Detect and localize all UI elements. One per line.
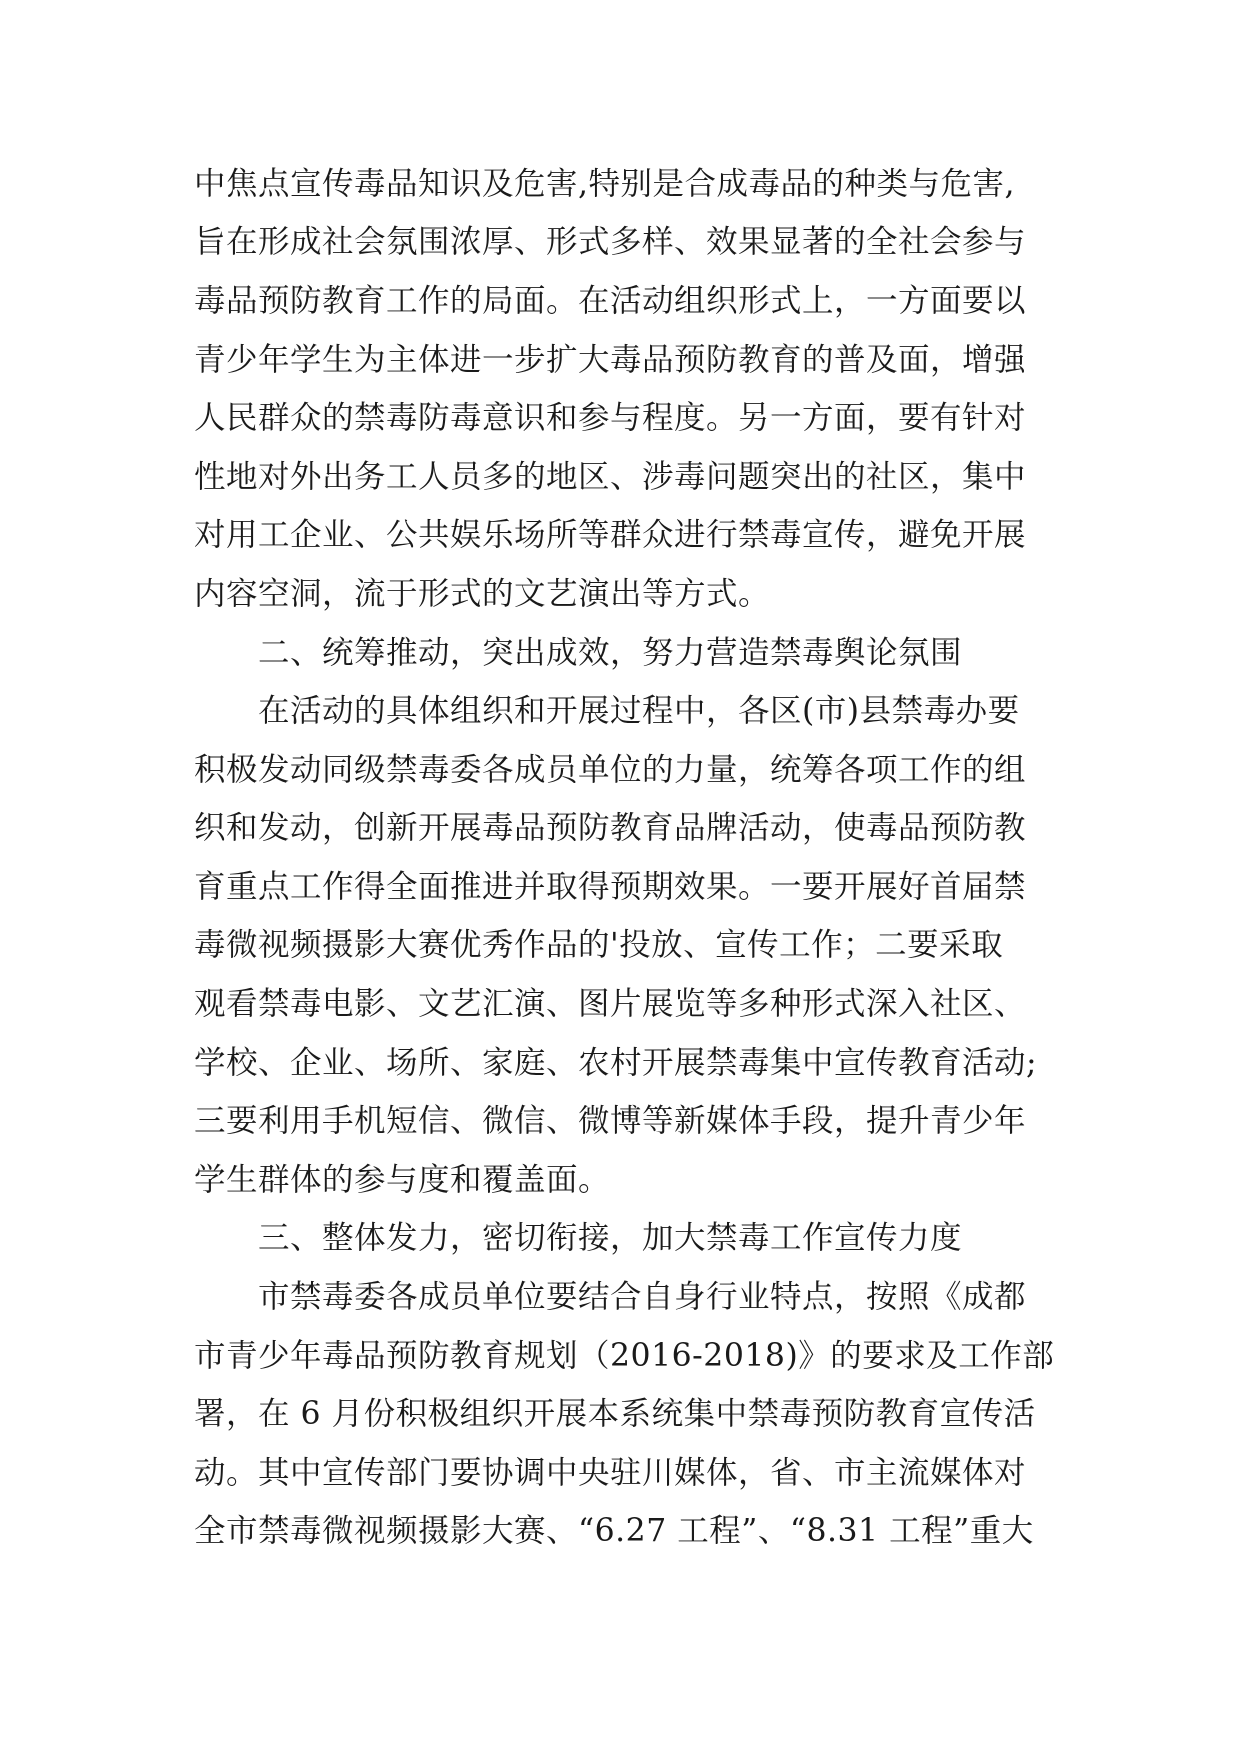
paragraph-line: 市青少年毒品预防教育规划（2016-2018)》的要求及工作部 xyxy=(194,1338,1055,1374)
paragraph-line: 育重点工作得全面推进并取得预期效果。一要开展好首届禁 xyxy=(194,869,1027,905)
paragraph-line: 署，在 6 月份积极组织开展本系统集中禁毒预防教育宣传活 xyxy=(194,1396,1036,1432)
paragraph-line: 积极发动同级禁毒委各成员单位的力量，统筹各项工作的组 xyxy=(194,752,1027,788)
paragraph-line: 市禁毒委各成员单位要结合自身行业特点，按照《成都 xyxy=(194,1279,1027,1315)
paragraph-line: 中焦点宣传毒品知识及危害,特别是合成毒品的种类与危害, xyxy=(194,166,1016,202)
paragraph-line: 在活动的具体组织和开展过程中，各区(市)县禁毒办要 xyxy=(194,693,1020,729)
paragraph-line: 动。其中宣传部门要协调中央驻川媒体，省、市主流媒体对 xyxy=(194,1455,1027,1491)
paragraph-line: 性地对外出务工人员多的地区、涉毒问题突出的社区，集中 xyxy=(194,459,1027,495)
paragraph-line: 旨在形成社会氛围浓厚、形式多样、效果显著的全社会参与 xyxy=(194,224,1027,260)
paragraph-line: 人民群众的禁毒防毒意识和参与程度。另一方面，要有针对 xyxy=(194,400,1027,436)
paragraph-line: 青少年学生为主体进一步扩大毒品预防教育的普及面，增强 xyxy=(194,342,1027,378)
paragraph-line: 毒品预防教育工作的局面。在活动组织形式上，一方面要以 xyxy=(194,283,1027,319)
paragraph-line: 学生群体的参与度和覆盖面。 xyxy=(194,1162,611,1198)
section-heading: 三、整体发力，密切衔接，加大禁毒工作宣传力度 xyxy=(194,1220,963,1256)
paragraph-line: 学校、企业、场所、家庭、农村开展禁毒集中宣传教育活动; xyxy=(194,1045,1038,1081)
paragraph-line: 织和发动，创新开展毒品预防教育品牌活动，使毒品预防教 xyxy=(194,810,1027,846)
section-heading: 二、统筹推动，突出成效，努力营造禁毒舆论氛围 xyxy=(194,635,963,671)
paragraph-line: 全市禁毒微视频摄影大赛、“6.27 工程”、“8.31 工程”重大 xyxy=(194,1513,1034,1549)
paragraph-line: 对用工企业、公共娱乐场所等群众进行禁毒宣传，避免开展 xyxy=(194,517,1027,553)
paragraph-line: 内容空洞，流于形式的文艺演出等方式。 xyxy=(194,576,771,612)
paragraph-line: 观看禁毒电影、文艺汇演、图片展览等多种形式深入社区、 xyxy=(194,986,1027,1022)
paragraph-line: 三要利用手机短信、微信、微博等新媒体手段，提升青少年 xyxy=(194,1103,1027,1139)
paragraph-line: 毒微视频摄影大赛优秀作品的'投放、宣传工作；二要采取 xyxy=(194,927,1004,963)
